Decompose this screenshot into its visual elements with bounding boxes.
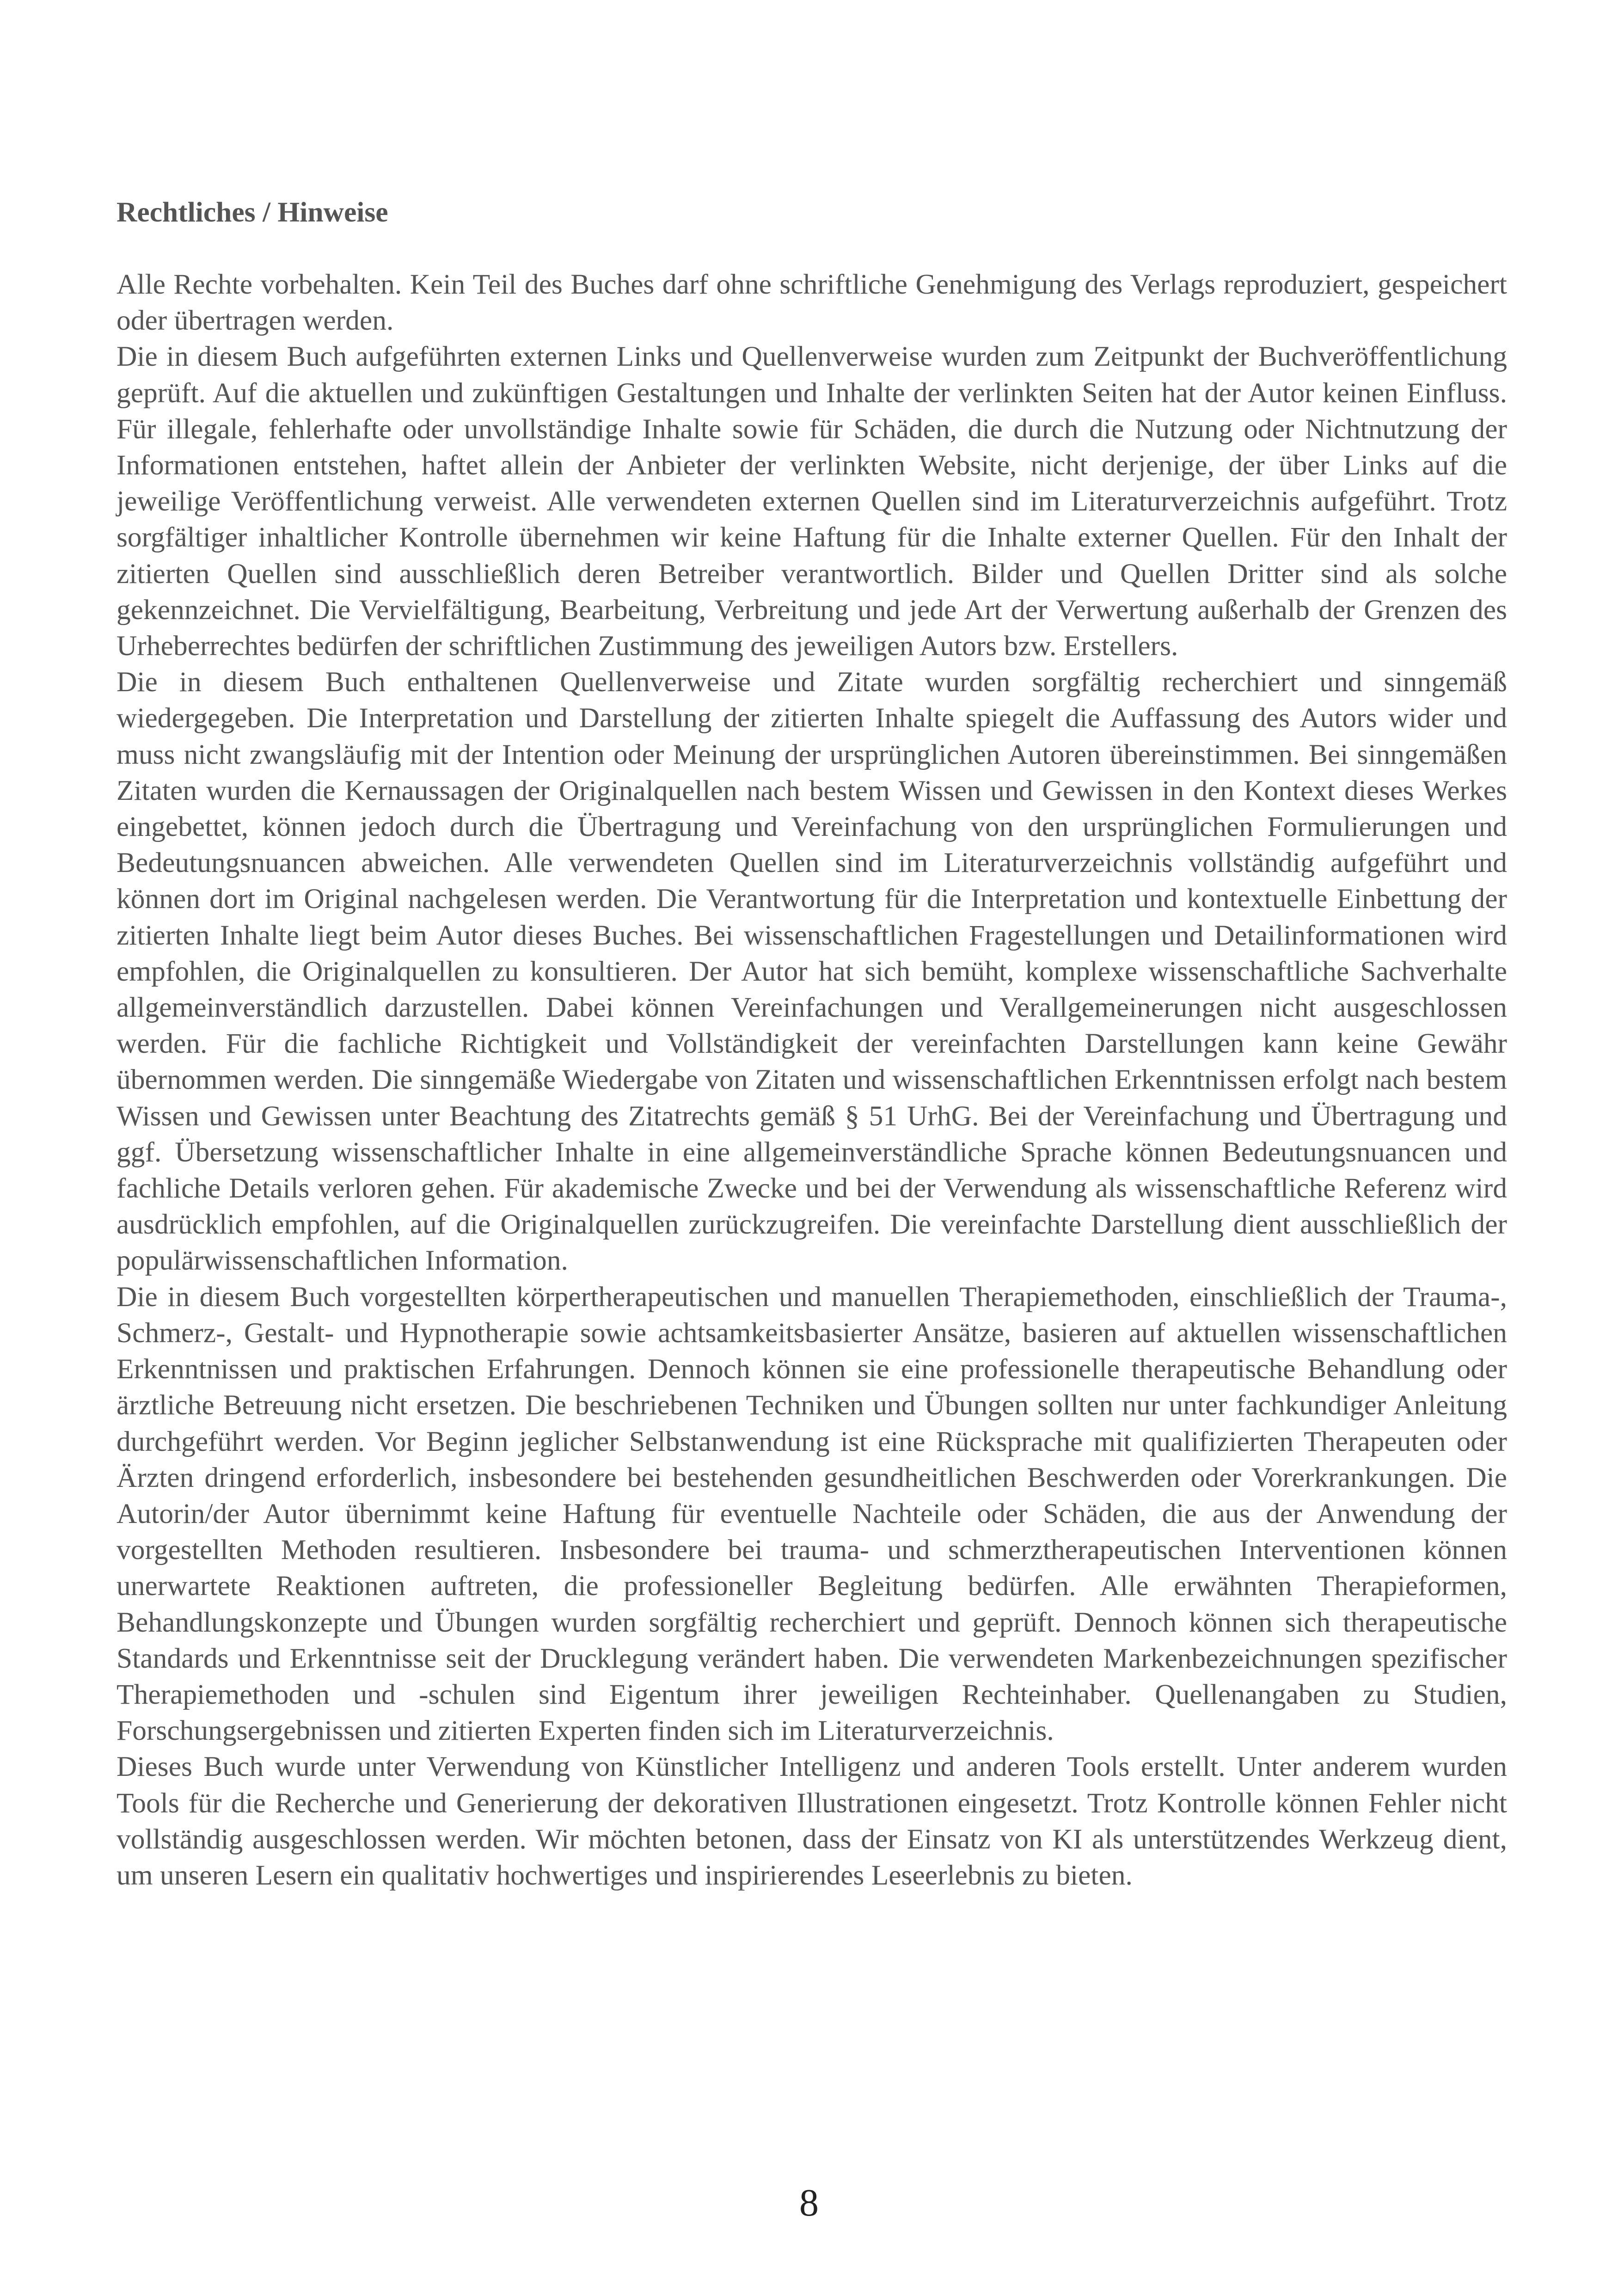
page-content [116, 194, 1507, 1893]
paragraph-therapy-disclaimer: Die in diesem Buch vorgestellten körpertherapeutischen und manuellen Therapiemethoden, einschließlich der Trauma-, Schmerz-, Gestalt- und Hypnotherapie sowie achtsamkeitsbasierter Ansätze, basieren auf aktuellen wissenschaftlichen Erkenntnissen und praktischen Erfahrungen. Dennoch können sie eine professionelle therapeutische Behandlung oder ärztliche Betreuung nicht ersetzen. Die beschriebenen Techniken und Übungen sollten nur unter fachkundiger Anleitung durchgeführt werden. Vor Beginn jeglicher Selbstanwendung ist eine Rücksprache mit qualifizierten Therapeuten oder Ärzten dringend erforderlich, insbesondere bei bestehenden gesundheitlichen Beschwerden oder Vorerkrankungen. Die Autorin/der Autor übernimmt keine Haftung für eventuelle Nachteile oder Schäden, die aus der Anwendung der vorgestellten Methoden resultieren. Insbesondere bei trauma- und schmerztherapeutischen Interventionen können unerwartete Reaktionen auftreten, die professioneller Begleitung bedürfen. Alle erwähnten Therapieformen, Behandlungskonzepte und Übungen wurden sorgfältig recherchiert und geprüft. Dennoch können sich therapeutische Standards und Erkenntnisse seit der Drucklegung verändert haben. Die verwendeten Markenbezeichnungen spezifischer Therapiemethoden und -schulen sind Eigentum ihrer jeweiligen Rechteinhaber. Quellenangaben zu Studien, Forschungsergebnissen und zitierten Experten finden sich im Literaturverzeichnis. [116, 1281, 1507, 1747]
paragraph-ai-notice: Dieses Buch wurde unter Verwendung von Künstlicher Intelligenz und anderen Tools erstellt. Unter anderem wurden Tools für die Recherche und Generierung der dekorativen Illustrationen eingesetzt. Trotz Kontrolle können Fehler nicht vollständig ausgeschlossen werden. Wir möchten betonen, dass der Einsatz von KI als unterstützendes Werkzeug dient, um unseren Lesern ein qualitativ hochwertiges und inspirierendes Leseerlebnis zu bieten. [116, 1751, 1507, 1891]
page-number: 8 [799, 2181, 819, 2224]
paragraph-external-links: Die in diesem Buch aufgeführten externen Links und Quellenverweise wurden zum Zeitpunkt der Buchveröffentlichung geprüft. Auf die aktuellen und zukünftigen Gestaltungen und Inhalte der verlinkten Seiten hat der Autor keinen Einfluss. Für illegale, fehlerhafte oder unvollständige Inhalte sowie für Schäden, die durch die Nutzung oder Nichtnutzung der Informationen entstehen, haftet allein der Anbieter der verlinkten Website, nicht derjenige, der über Links auf die jeweilige Veröffentlichung verweist. Alle verwendeten externen Quellen sind im Literaturverzeichnis aufgeführt. Trotz sorgfältiger inhaltlicher Kontrolle übernehmen wir keine Haftung für die Inhalte externer Quellen. Für den Inhalt der zitierten Quellen sind ausschließlich deren Betreiber verantwortlich. Bilder und Quellen Dritter sind als solche gekennzeichnet. Die Vervielfältigung, Bearbeitung, Verbreitung und jede Art der Verwertung außerhalb der Grenzen des Urheberrechtes bedürfen der schriftlichen Zustimmung des jeweiligen Autors bzw. Erstellers. [116, 341, 1507, 662]
page-title: Rechtliches / Hinweise [116, 196, 388, 228]
paragraph-copyright: Alle Rechte vorbehalten. Kein Teil des Buches darf ohne schriftliche Genehmigung des Verlags reproduziert, gespeichert oder übertragen werden. [116, 269, 1507, 337]
paragraph-citations: Die in diesem Buch enthaltenen Quellenverweise und Zitate wurden sorgfältig recherchiert und sinngemäß wiedergegeben. Die Interpretation und Darstellung der zitierten Inhalte spiegelt die Auffassung des Autors wider und muss nicht zwangsläufig mit der Intention oder Meinung der ursprünglichen Autoren übereinstimmen. Bei sinngemäßen Zitaten wurden die Kernaussagen der Originalquellen nach bestem Wissen und Gewissen in den Kontext dieses Werkes eingebettet, können jedoch durch die Übertragung und Vereinfachung von den ursprünglichen Formulierungen und Bedeutungsnuancen abweichen. Alle verwendeten Quellen sind im Literaturverzeichnis vollständig aufgeführt und können dort im Original nachgelesen werden. Die Verantwortung für die Interpretation und kontextuelle Einbettung der zitierten Inhalte liegt beim Autor dieses Buches. Bei wissenschaftlichen Fragestellungen und Detailinformationen wird empfohlen, die Originalquellen zu konsultieren. Der Autor hat sich bemüht, komplexe wissenschaftliche Sachverhalte allgemeinverständlich darzustellen. Dabei können Vereinfachungen und Verallgemeinerungen nicht ausgeschlossen werden. Für die fachliche Richtigkeit und Vollständigkeit der vereinfachten Darstellungen kann keine Gewähr übernommen werden. Die sinngemäße Wiedergabe von Zitaten und wissenschaftlichen Erkenntnissen erfolgt nach bestem Wissen und Gewissen unter Beachtung des Zitatrechts gemäß § 51 UrhG. Bei der Vereinfachung und Übertragung und ggf. Übersetzung wissenschaftlicher Inhalte in eine allgemeinverständliche Sprache können Bedeutungsnuancen und fachliche Details verloren gehen. Für akademische Zwecke und bei der Verwendung als wissenschaftliche Referenz wird ausdrücklich empfohlen, auf die Originalquellen zurückzugreifen. Die vereinfachte Darstellung dient ausschließlich der populärwissenschaftlichen Information. [116, 666, 1507, 1277]
